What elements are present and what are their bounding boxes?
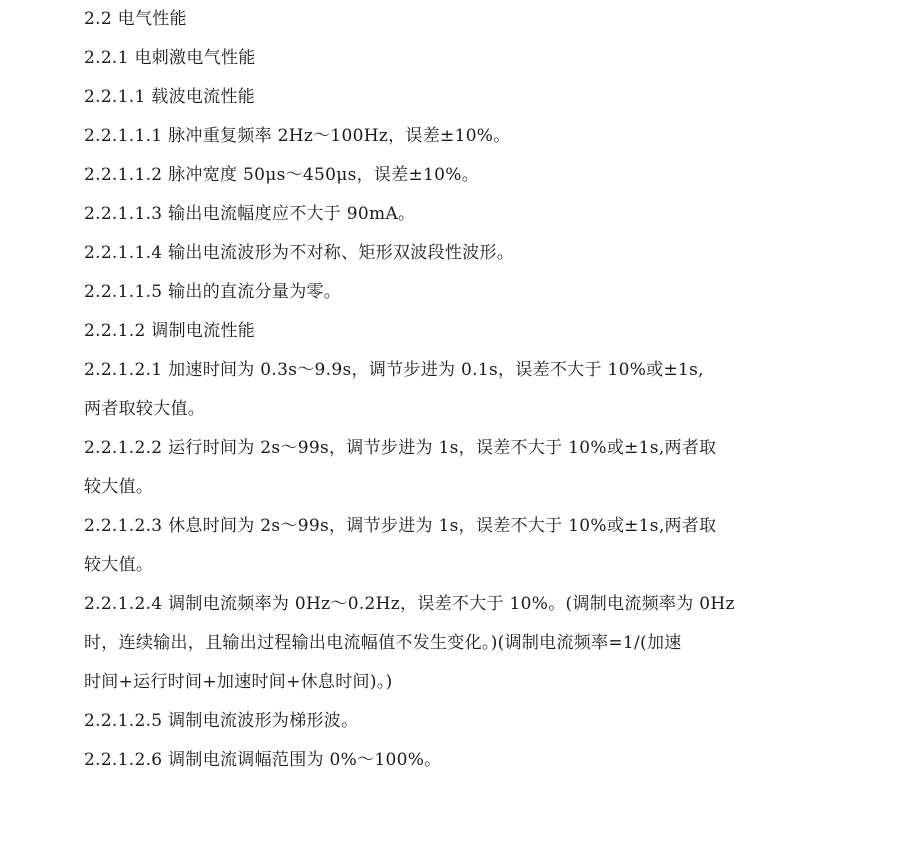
paragraph-2-2-1-2-1-line-1: 2.2.1.2.1 加速时间为 0.3s～9.9s，调节步进为 0.1s，误差不大于 10%或±1s, [84, 360, 704, 380]
heading-2-2-1: 2.2.1 电刺激电气性能 [84, 48, 256, 68]
paragraph-2-2-1-2-3-line-1: 2.2.1.2.3 休息时间为 2s～99s，调节步进为 1s，误差不大于 10%或±1s,两者取 [84, 516, 717, 536]
paragraph-2-2-1-1-2: 2.2.1.1.2 脉冲宽度 50μs～450μs，误差±10%。 [84, 165, 480, 185]
paragraph-2-2-1-1-4: 2.2.1.1.4 输出电流波形为不对称、矩形双波段性波形。 [84, 243, 515, 263]
paragraph-2-2-1-2-2-line-2: 较大值。 [84, 477, 154, 497]
paragraph-2-2-1-2-5: 2.2.1.2.5 调制电流波形为梯形波。 [84, 711, 359, 731]
heading-2-2: 2.2 电气性能 [84, 9, 187, 29]
heading-2-2-1-1: 2.2.1.1 载波电流性能 [84, 87, 256, 107]
document-body [84, 0, 784, 780]
paragraph-2-2-1-2-4-line-3: 时间+运行时间+加速时间+休息时间)。) [84, 672, 393, 692]
paragraph-2-2-1-2-4-line-2: 时，连续输出，且输出过程输出电流幅值不发生变化。)(调制电流频率=1/(加速 [84, 633, 682, 653]
paragraph-2-2-1-1-1: 2.2.1.1.1 脉冲重复频率 2Hz～100Hz，误差±10%。 [84, 126, 511, 146]
paragraph-2-2-1-2-4-line-1: 2.2.1.2.4 调制电流频率为 0Hz～0.2Hz，误差不大于 10%。(调制电流频率为 0Hz [84, 594, 735, 614]
paragraph-2-2-1-1-3: 2.2.1.1.3 输出电流幅度应不大于 90mA。 [84, 204, 416, 224]
paragraph-2-2-1-2-3-line-2: 较大值。 [84, 555, 154, 575]
paragraph-2-2-1-1-5: 2.2.1.1.5 输出的直流分量为零。 [84, 282, 342, 302]
paragraph-2-2-1-2-6: 2.2.1.2.6 调制电流调幅范围为 0%～100%。 [84, 750, 442, 770]
paragraph-2-2-1-2-1-line-2: 两者取较大值。 [84, 399, 206, 419]
heading-2-2-1-2: 2.2.1.2 调制电流性能 [84, 321, 256, 341]
paragraph-2-2-1-2-2-line-1: 2.2.1.2.2 运行时间为 2s～99s，调节步进为 1s，误差不大于 10%或±1s,两者取 [84, 438, 717, 458]
